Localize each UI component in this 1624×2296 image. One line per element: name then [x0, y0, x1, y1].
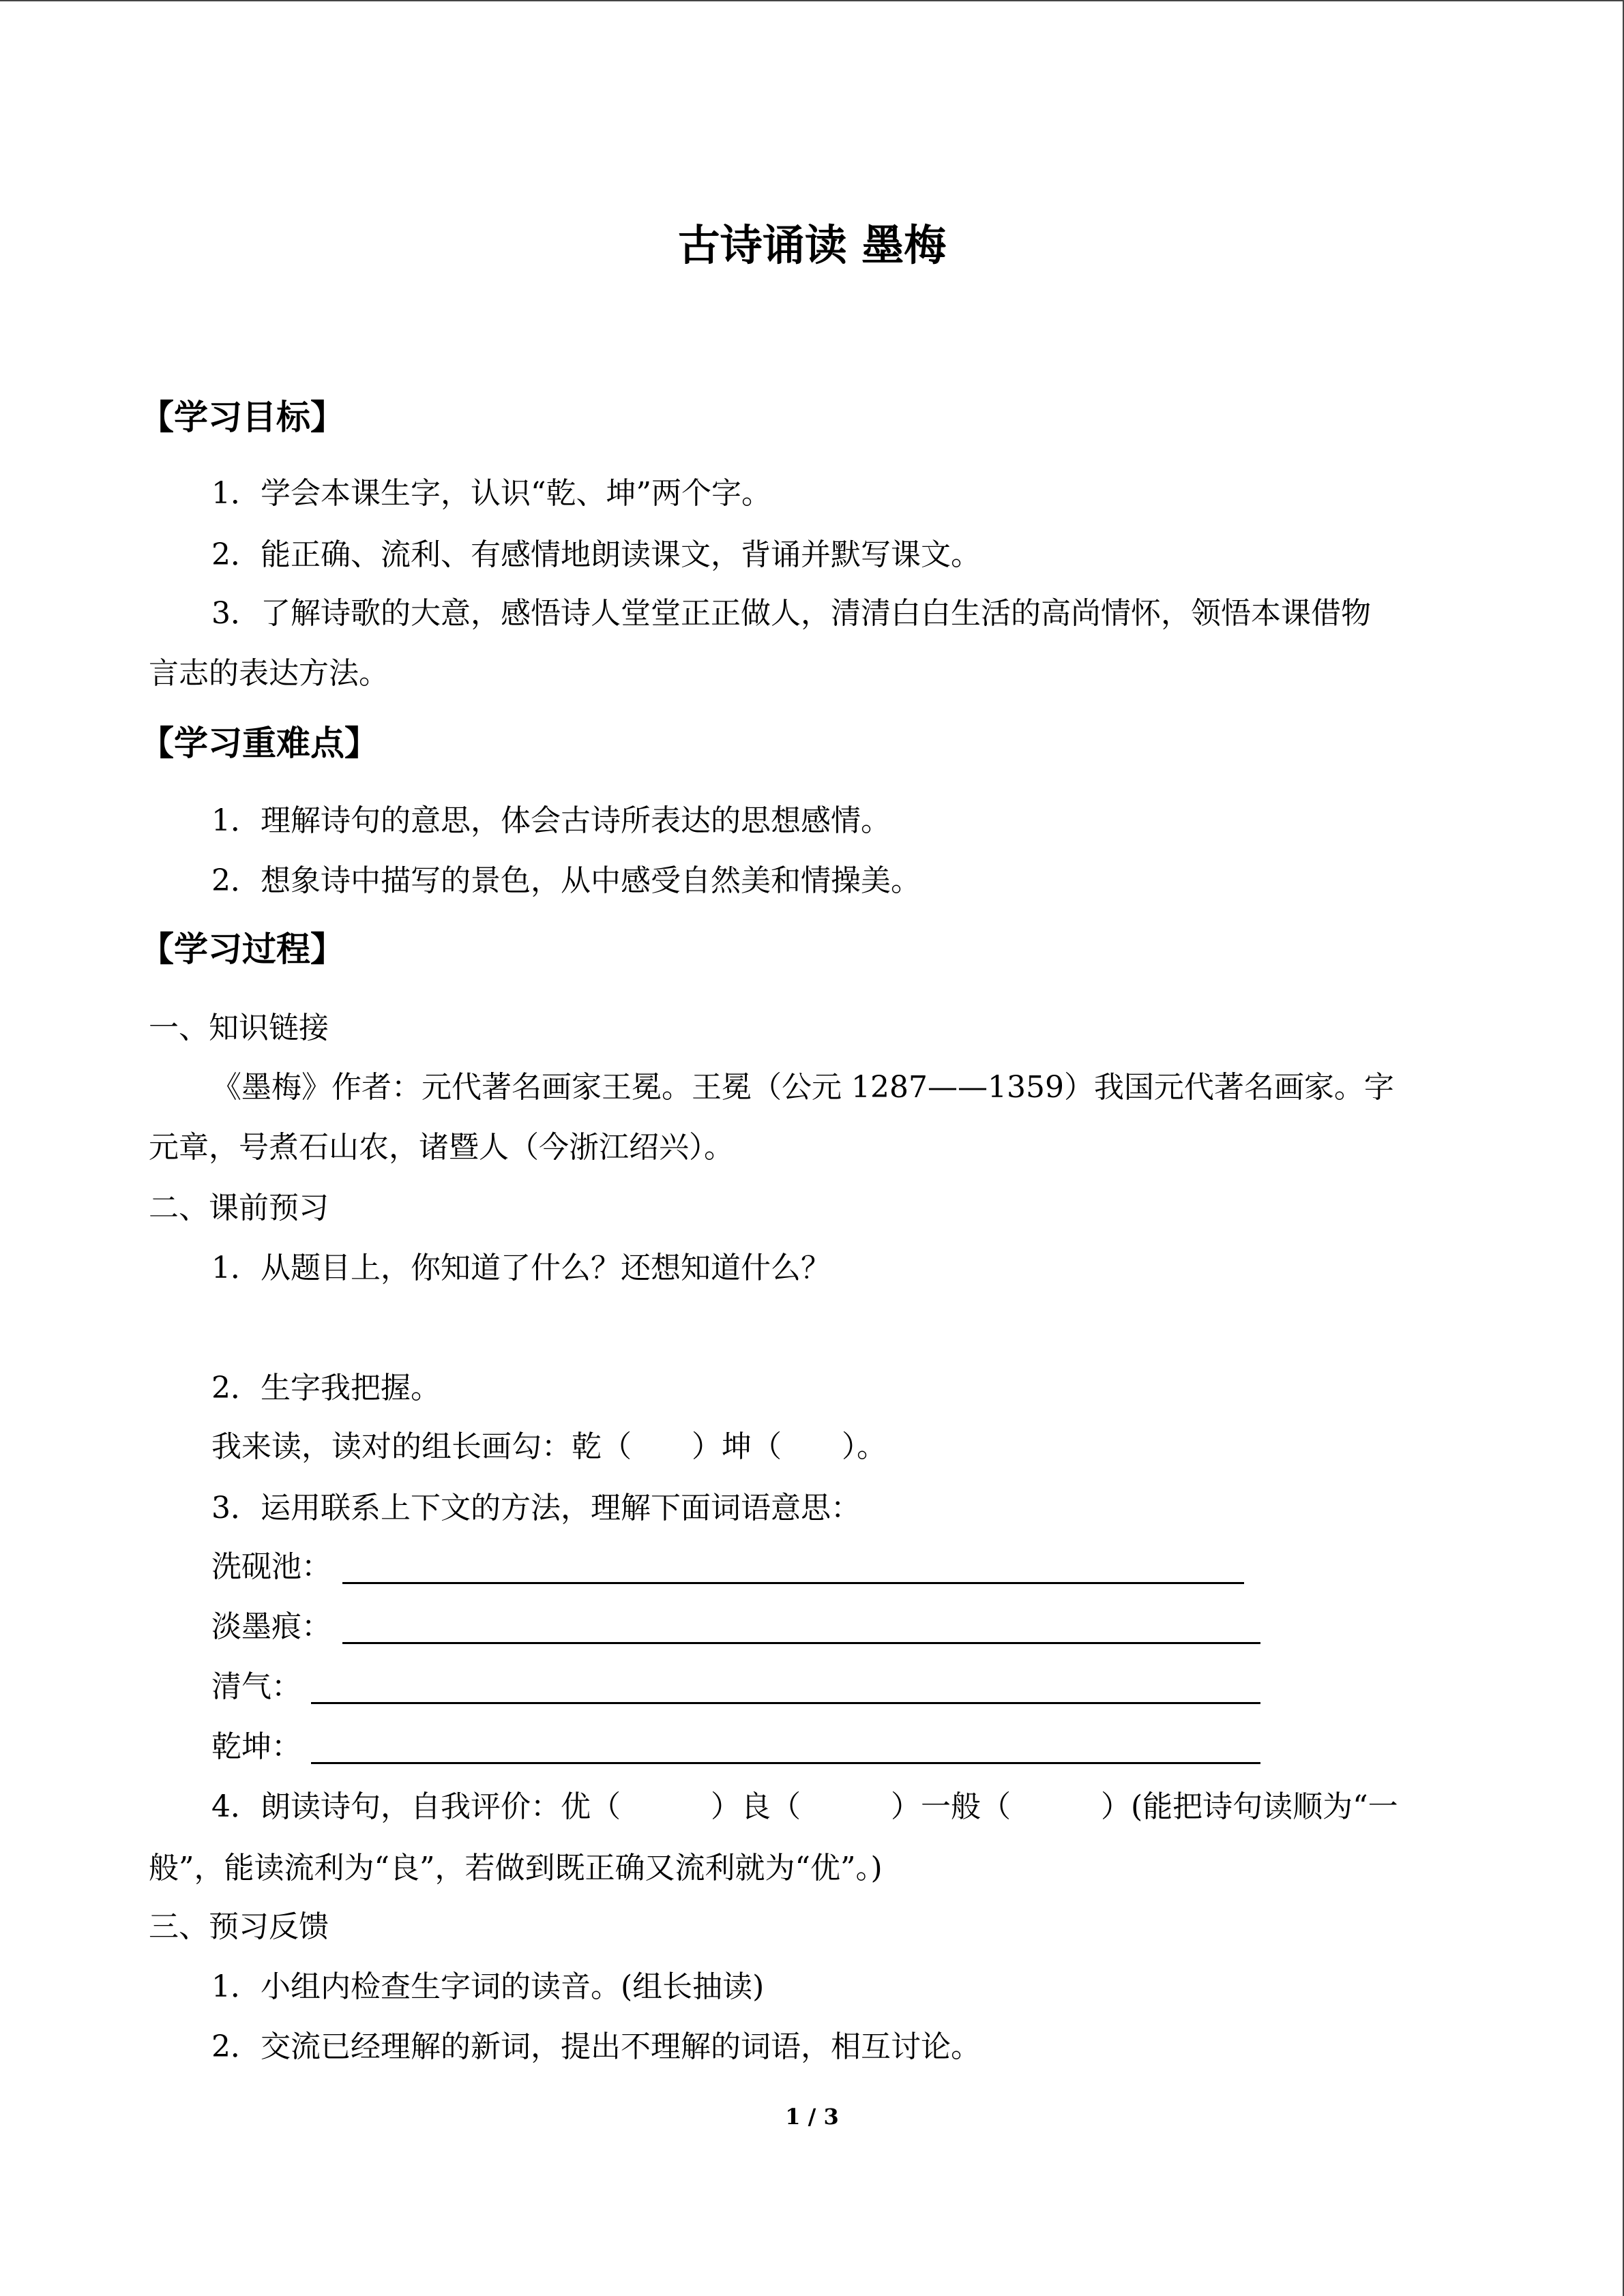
page-border-top: [0, 0, 1624, 1]
keypoint-item-1: 1．理解诗句的意思，体会古诗所表达的思想感情。: [211, 803, 891, 838]
heading-keypoints: 【学习重难点】: [140, 724, 379, 763]
answer-line-qiankun[interactable]: [311, 1762, 1260, 1764]
answer-line-xiyanchi[interactable]: [342, 1582, 1244, 1584]
heading-process: 【学习过程】: [140, 929, 344, 969]
goal-item-3: 3．了解诗歌的大意，感悟诗人堂堂正正做人，清清白白生活的高尚情怀，领悟本课借物: [211, 596, 1371, 631]
part2-question-4-line-1: 4．朗读诗句，自我评价：优（ ）良（ ）一般（ ）(能把诗句读顺为“一: [211, 1789, 1398, 1824]
page-title: 古诗诵读 墨梅: [677, 220, 947, 270]
part3-title: 三、预习反馈: [149, 1909, 329, 1944]
part2-title: 二、课前预习: [149, 1191, 329, 1225]
part2-question-4-line-2: 般”，能读流利为“良”，若做到既正确又流利就为“优”。): [149, 1851, 883, 1885]
part2-question-3: 3．运用联系上下文的方法，理解下面词语意思：: [211, 1491, 861, 1525]
keypoint-item-2: 2．想象诗中描写的景色，从中感受自然美和情操美。: [211, 863, 921, 898]
part1-line-1: 《墨梅》作者：元代著名画家王冕。王冕（公元 1287——1359）我国元代著名画家。字: [211, 1070, 1394, 1105]
term-qingqi: 清气：: [211, 1669, 301, 1704]
goal-item-3-cont: 言志的表达方法。: [149, 656, 389, 691]
part3-item-2: 2．交流已经理解的新词，提出不理解的词语，相互讨论。: [211, 2029, 981, 2064]
answer-line-danmohen[interactable]: [342, 1642, 1260, 1644]
page-number: 1 / 3: [785, 2104, 839, 2130]
term-qiankun: 乾坤：: [211, 1729, 301, 1764]
part2-question-2-line: 我来读，读对的组长画勾：乾（ ）坤（ ）。: [211, 1429, 887, 1464]
part2-question-2: 2．生字我把握。: [211, 1371, 441, 1405]
goal-item-1: 1．学会本课生字，认识“乾、坤”两个字。: [211, 476, 771, 511]
answer-line-qingqi[interactable]: [311, 1702, 1260, 1704]
term-xiyanchi: 洗砚池：: [211, 1549, 331, 1584]
part2-question-1: 1．从题目上，你知道了什么？还想知道什么？: [211, 1251, 831, 1285]
part1-title: 一、知识链接: [149, 1011, 329, 1045]
goal-item-2: 2．能正确、流利、有感情地朗读课文，背诵并默写课文。: [211, 537, 981, 572]
part1-line-2: 元章，号煮石山农，诸暨人（今浙江绍兴）。: [149, 1130, 734, 1165]
heading-goals: 【学习目标】: [140, 398, 344, 437]
part3-item-1: 1．小组内检查生字词的读音。(组长抽读): [211, 1969, 765, 2004]
term-danmohen: 淡墨痕：: [211, 1609, 331, 1644]
